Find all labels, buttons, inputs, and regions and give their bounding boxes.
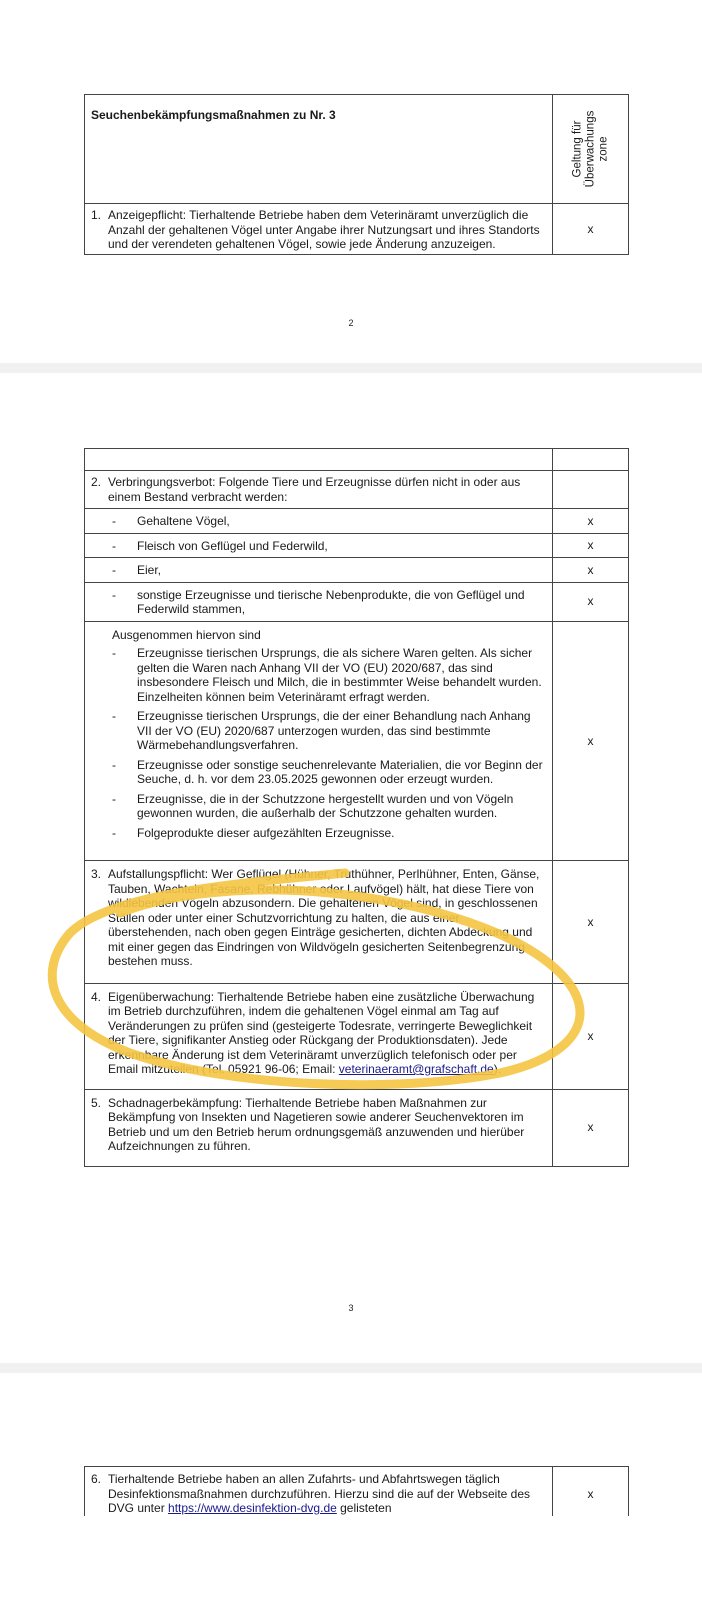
list-item: - Fleisch von Geflügel und Federwild, x <box>85 533 629 558</box>
exception-item: Erzeugnisse tierischen Ursprungs, die als sichere Waren gelten. Als sicher gelten die Waren nach Anhang VII der VO (EU) 2020/687, das sind insbesondere Fleisch und Milch, die in bestimmter Weise behandelt wurden. Einzelheiten können beim Veterinäramt erfragt werden. <box>137 646 542 704</box>
row-text: Verbringungsverbot: Folgende Tiere und Erzeugnisse dürfen nicht in oder aus einem Bestand verbracht werden: <box>108 475 521 504</box>
exception-item: Erzeugnisse oder sonstige seuchenrelevante Materialien, die vor Beginn der Seuche, d. h. vor dem 23.05.2025 gewonnen oder erzeugt wurden. <box>137 757 543 786</box>
zone-column-header: Geltung für Überwachungs zone <box>553 95 629 204</box>
exceptions-row: Ausgenommen hiervon sind - Erzeugnisse tierischen Ursprungs, die als sichere Waren gelten. Als sicher gelten die Waren nach Anhang VII der VO (EU) 2020/687, das sind insbesondere Fleisch und Milch, die in bestimmter Weise behandelt wurden. Einzelheiten können beim Veterinäramt erfragt werden. - Erzeugnisse tierischen Ursprungs, die der einer Behandlung nach Anhang VII der VO (EU) 2020/687 unterzogen wurden, das sind bestimmte Wärmebehandlungsverfahren. - Erzeugnisse oder sonstige seuchenrelevante Materialien, die vor Beginn der Seuche, d. h. vor dem 23.05.2025 gewonnen oder erzeugt wurden. - Erzeugnisse, die in der Schutzzone hergestellt wurden und von Vögeln gewonnen wurden, die außerhalb der Schutzzone gehalten wurden. - Folgeprodukte dieser aufgezählten Erzeugnisse. x <box>85 621 629 861</box>
zone-mark: x <box>553 1467 629 1517</box>
exception-item: Folgeprodukte dieser aufgezählten Erzeugnisse. <box>137 825 395 840</box>
zone-mark: x <box>553 204 629 255</box>
measures-table-bottom <box>84 1466 629 1516</box>
table-row: 5. Schadnagerbekämpfung: Tierhaltende Betriebe haben Maßnahmen zur Bekämpfung von Insekten und Nagetieren sowie anderer Seuchenvektoren im Betrieb und um den Betrieb herum ordnungsgemäß anzuwenden und hierüber Aufzeichnungen zu führen. x <box>85 1089 629 1166</box>
table-row: 3. Aufstallungspflicht: Wer Geflügel (Hühner, Truthühner, Perlhühner, Enten, Gänse, Tauben, Wachteln, Fasane, Rebhühner oder Laufvögel) hält, hat diese Tiere von wildlebenden Vögeln abzusondern. Die gehaltenen Vögel sind, in geschlossenen Ställen oder unter einer Schutzvorrichtung zu halten, die aus einer überstehenden, nach oben gegen Einträge gesicherten, dichten Abdeckung und mit einer gegen das Eindringen von Wildvögeln gesicherten Seitenbegrenzung bestehen muss. x <box>85 861 629 984</box>
empty-header-row <box>85 449 629 471</box>
page-number: 3 <box>348 1303 354 1313</box>
measures-table-middle <box>84 448 629 1167</box>
row-number: 1. <box>91 208 102 222</box>
table-row: 6. Tierhaltende Betriebe haben an allen Zufahrts- und Abfahrtswegen täglich Desinfektionsmaßnahmen durchzuführen. Hierzu sind die auf der Webseite des DVG unter https://www.desinfektion-dvg.de gelisteten x <box>85 1467 629 1517</box>
list-item: - sonstige Erzeugnisse und tierische Nebenprodukte, die von Geflügel und Federwild stammen, x <box>85 582 629 621</box>
exceptions-heading: Ausgenommen hiervon sind <box>112 627 261 642</box>
dvg-website-link[interactable]: https://www.desinfektion-dvg.de <box>168 1501 337 1515</box>
row-text: Anzeigepflicht: Tierhaltende Betriebe haben dem Veterinäramt unverzüglich die Anzahl der gehaltenen Vögel unter Angabe ihrer Nutzungsart und ihres Standorts und der verendeten gehaltenen Vögel, sowie jede Änderung anzuzeigen. <box>108 208 540 251</box>
table-row: 4. Eigenüberwachung: Tierhaltende Betriebe haben eine zusätzliche Überwachung im Betrieb durchzuführen, indem die gehaltenen Vögel einmal am Tag auf Veränderungen zu prüfen sind (gesteigerte Todesrate, verringerte Beweglichkeit der Tiere, signifikanter Anstieg oder Rückgang der Produktionsdaten). Jede erkennbare Änderung ist dem Veterinäramt unverzüglich telefonisch oder per Email mitzuteilen (Tel. 05921 96-06; Email: veterinaeramt@grafschaft.de). x <box>85 983 629 1089</box>
zone-mark: x <box>553 983 629 1089</box>
row-text: Schadnagerbekämpfung: Tierhaltende Betriebe haben Maßnahmen zur Bekämpfung von Insekten und Nagetieren sowie anderer Seuchenvektoren im Betrieb und um den Betrieb herum ordnungsgemäß anzuwenden und hierüber Aufzeichnungen zu führen. <box>108 1095 525 1153</box>
document-page-2 <box>0 0 702 363</box>
list-item: - Gehaltene Vögel, x <box>85 509 629 534</box>
page-number: 2 <box>348 318 354 328</box>
row-text: Tierhaltende Betriebe haben an allen Zufahrts- und Abfahrtswegen täglich Desinfektionsmaßnahmen durchzuführen. Hierzu sind die auf der Webseite des DVG unter https://www.desinfektion-dvg.de gelisteten <box>108 1472 531 1515</box>
exception-item: Erzeugnisse, die in der Schutzzone hergestellt wurden und von Vögeln gewonnen wurden, die außerhalb der Schutzzone gehalten wurden. <box>137 791 514 820</box>
list-item: - Eier, x <box>85 558 629 583</box>
email-link[interactable]: veterinaeramt@grafschaft.de <box>338 1062 494 1076</box>
table-row <box>85 204 629 255</box>
exception-item: Erzeugnisse tierischen Ursprungs, die der einer Behandlung nach Anhang VII der VO (EU) 2020/687 unterzogen wurden, das sind bestimmte Wärmebehandlungsverfahren. <box>137 709 531 752</box>
row-text: Eigenüberwachung: Tierhaltende Betriebe haben eine zusätzliche Überwachung im Betrieb durchzuführen, indem die gehaltenen Vögel einmal am Tag auf Veränderungen zu prüfen sind (gesteigerte Todesrate, verringerte Beweglichkeit der Tiere, signifikanter Anstieg oder Rückgang der Produktionsdaten). Jede erkennbare Änderung ist dem Veterinäramt unverzüglich telefonisch oder per Email mitzuteilen (Tel. 05921 96-06; Email: veterinaeramt@grafschaft.de). <box>108 989 535 1076</box>
zone-mark: x <box>553 1089 629 1166</box>
zone-mark: x <box>553 558 629 583</box>
measures-table-top <box>84 94 629 255</box>
table-row: 2. Verbringungsverbot: Folgende Tiere und Erzeugnisse dürfen nicht in oder aus einem Bestand verbracht werden: <box>85 471 629 509</box>
document-page-4 <box>0 1373 702 1600</box>
zone-mark: x <box>553 861 629 984</box>
row-text: Aufstallungspflicht: Wer Geflügel (Hühner, Truthühner, Perlhühner, Enten, Gänse, Tauben, Wachteln, Fasane, Rebhühner oder Laufvögel) hält, hat diese Tiere von wildlebenden Vögeln abzusondern. Die gehaltenen Vögel sind, in geschlossenen Ställen oder unter einer Schutzvorrichtung zu halten, die aus einer überstehenden, nach oben gegen Einträge gesicherten, dichten Abdeckung und mit einer gegen das Eindringen von Wildvögeln gesicherten Seitenbegrenzung bestehen muss. <box>108 867 540 968</box>
table-heading: Seuchenbekämpfungsmaßnahmen zu Nr. 3 <box>85 95 553 204</box>
zone-mark: x <box>553 509 629 534</box>
document-page-3 <box>0 373 702 1363</box>
zone-mark: x <box>553 533 629 558</box>
zone-mark: x <box>553 621 629 861</box>
table-header-row <box>85 95 629 204</box>
zone-mark: x <box>553 582 629 621</box>
